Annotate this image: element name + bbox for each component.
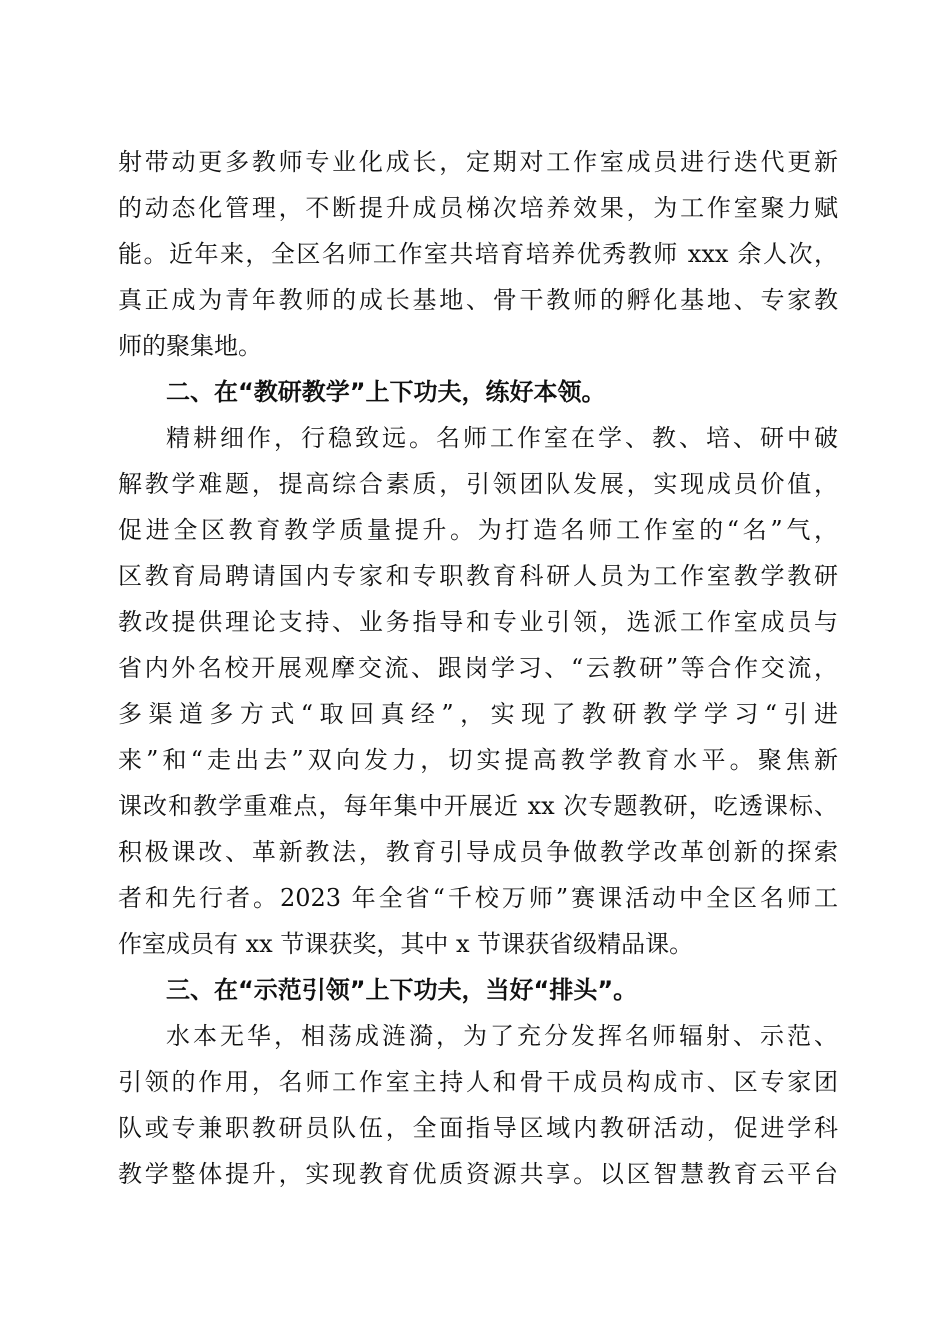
paragraph-line: 解教学难题，提高综合素质，引领团队发展，实现成员价值， xyxy=(118,470,838,498)
paragraph-line: 射带动更多教师专业化成长，定期对工作室成员进行迭代更新 xyxy=(118,148,838,176)
paragraph-line: 促进全区教育教学质量提升。为打造名师工作室的“名”气， xyxy=(118,516,838,544)
paragraph-line: 引领的作用，名师工作室主持人和骨干成员构成市、区专家团 xyxy=(118,1068,838,1096)
paragraph-line: 课改和教学重难点，每年集中开展近 xx 次专题教研，吃透课标、 xyxy=(118,792,838,820)
paragraph-line: 者和先行者。2023 年全省“千校万师”赛课活动中全区名师工 xyxy=(118,884,838,912)
paragraph-line: 教改提供理论支持、业务指导和专业引领，选派工作室成员与 xyxy=(118,608,838,636)
paragraph-line: 区教育局聘请国内专家和专职教育科研人员为工作室教学教研 xyxy=(118,562,838,590)
paragraph-line: 水本无华，相荡成涟漪，为了充分发挥名师辐射、示范、 xyxy=(166,1022,838,1050)
section-heading: 三、在“示范引领”上下功夫，当好“排头”。 xyxy=(166,976,638,1004)
paragraph-line: 多渠道多方式“取回真经”，实现了教研教学学习“引进 xyxy=(118,700,838,728)
paragraph-line: 省内外名校开展观摩交流、跟岗学习、“云教研”等合作交流， xyxy=(118,654,838,682)
paragraph-line: 积极课改、革新教法，教育引导成员争做教学改革创新的探索 xyxy=(118,838,838,866)
paragraph-line: 能。近年来，全区名师工作室共培育培养优秀教师 xxx 余人次， xyxy=(118,240,838,268)
paragraph-line: 作室成员有 xx 节课获奖，其中 x 节课获省级精品课。 xyxy=(118,930,694,958)
section-heading: 二、在“教研教学”上下功夫，练好本领。 xyxy=(166,378,606,406)
paragraph-line: 精耕细作，行稳致远。名师工作室在学、教、培、研中破 xyxy=(166,424,838,452)
paragraph-line: 来”和“走出去”双向发力，切实提高教学教育水平。聚焦新 xyxy=(118,746,838,774)
paragraph-line: 队或专兼职教研员队伍，全面指导区域内教研活动，促进学科 xyxy=(118,1114,838,1142)
paragraph-line: 的动态化管理，不断提升成员梯次培养效果，为工作室聚力赋 xyxy=(118,194,838,222)
paragraph-line: 师的聚集地。 xyxy=(118,332,262,360)
paragraph-line: 真正成为青年教师的成长基地、骨干教师的孵化基地、专家教 xyxy=(118,286,838,314)
paragraph-line: 教学整体提升，实现教育优质资源共享。以区智慧教育云平台 xyxy=(118,1160,838,1188)
